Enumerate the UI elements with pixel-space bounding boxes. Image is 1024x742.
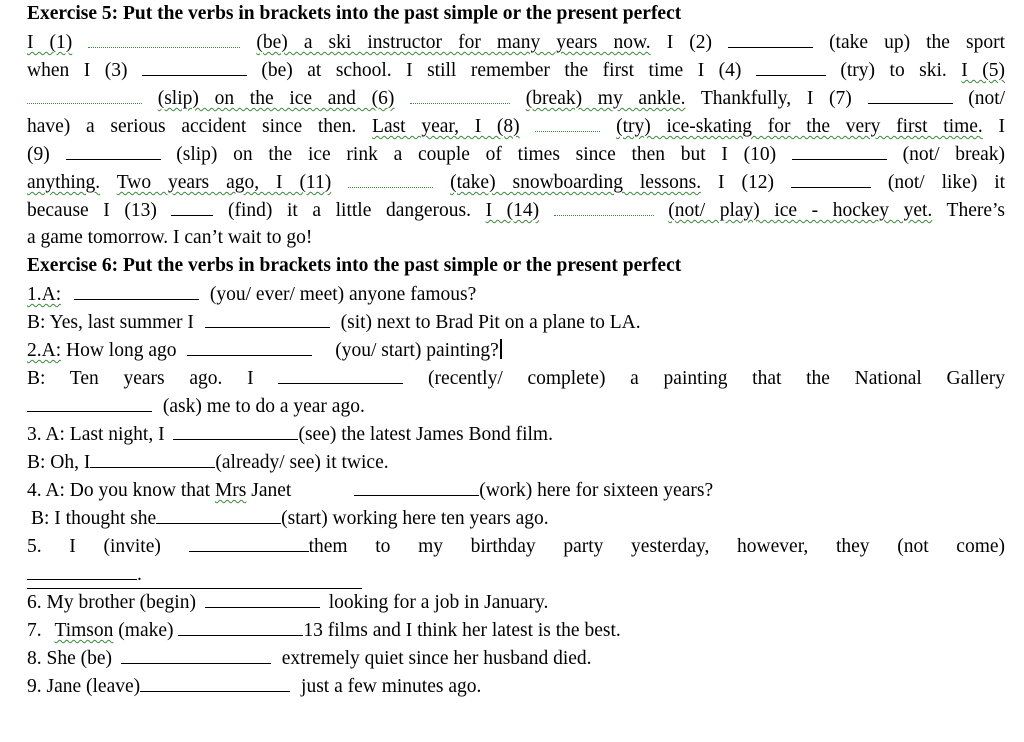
answer-blank-10[interactable] [792, 140, 887, 160]
answer-blank-9[interactable] [66, 140, 161, 160]
exercise-5-title: Exercise 5: Put the verbs in brackets into the past simple or the present perfect [27, 3, 682, 24]
answer-blank-7[interactable] [868, 84, 953, 104]
answer-blank-8[interactable] [535, 112, 600, 132]
ex6-line-2: B: Yes, last summer I (sit) next to Brad Pit on a plane to LA. [27, 308, 1005, 336]
answer-blank-2[interactable] [728, 28, 813, 48]
answer-blank-e6-9[interactable] [156, 504, 281, 524]
answer-blank-4[interactable] [756, 56, 826, 76]
answer-blank-6[interactable] [410, 84, 510, 104]
answer-blank-e6-15[interactable] [140, 672, 290, 692]
ex6-line-11: . [27, 560, 1005, 588]
answer-blank-e6-12[interactable] [205, 588, 320, 608]
ex6-line-10: 5. I (invite) them to my birthday party yesterday, however, they (not come) [27, 532, 1005, 560]
answer-blank-3[interactable] [142, 56, 247, 76]
ex6-line-5: (ask) me to do a year ago. [27, 392, 1005, 420]
answer-blank-1[interactable] [88, 28, 240, 48]
exercise-6-title: Exercise 6: Put the verbs in brackets into the past simple or the present perfect [27, 255, 682, 276]
answer-blank-e6-14[interactable] [121, 644, 271, 664]
ex6-line-7: B: Oh, I (already/ see) it twice. [27, 448, 1005, 476]
answer-blank-e6-1[interactable] [74, 280, 199, 300]
ex6-line-1: 1.A: (you/ ever/ meet) anyone famous? [27, 280, 1005, 308]
ex6-line-8: 4. A: Do you know that Mrs Janet (work) here for sixteen years? [27, 476, 1005, 504]
answer-blank-e6-13[interactable] [178, 616, 303, 636]
answer-blank-e6-8[interactable] [354, 476, 479, 496]
answer-blank-e6-4[interactable] [278, 364, 403, 384]
ex6-line-12: 6. My brother (begin) looking for a job in January. [27, 588, 1005, 616]
answer-blank-13[interactable] [171, 196, 213, 216]
answer-blank-e6-10[interactable] [189, 532, 309, 552]
ex5-line-1: I (1) (be) a ski instructor for many years now. I (2) (take up) the sport [27, 28, 1005, 56]
ex6-line-4: B: Ten years ago. I (recently/ complete) a painting that the National Gallery [27, 364, 1005, 392]
ex6-line-14: 8. She (be) extremely quiet since her husband died. [27, 644, 1005, 672]
ex6-line-3: 2.A: How long ago (you/ start) painting? [27, 336, 1005, 364]
answer-blank-11[interactable] [348, 168, 433, 188]
text-cursor [500, 339, 502, 359]
ex5-line-8: a game tomorrow. I can’t wait to go! [27, 227, 313, 248]
ex5-line-4: have) a serious accident since then. Last year, I (8) (try) ice-skating for the very first time. I [27, 112, 1005, 140]
ex6-line-15: 9. Jane (leave) just a few minutes ago. [27, 672, 1005, 700]
ex5-line-2: when I (3) (be) at school. I still remember the first time I (4) (try) to ski. I (5) [27, 56, 1005, 84]
answer-blank-e6-6[interactable] [173, 420, 298, 440]
answer-blank-12[interactable] [791, 168, 871, 188]
ex5-line-7: because I (13) (find) it a little dangerous. I (14) (not/ play) ice - hockey yet. There’s [27, 196, 1005, 224]
ex5-line-6: anything. Two years ago, I (11) (take) snowboarding lessons. I (12) (not/ like) it [27, 168, 1005, 196]
ex5-line-5: (9) (slip) on the ice rink a couple of times since then but I (10) (not/ break) [27, 140, 1005, 168]
answer-blank-e6-7[interactable] [90, 448, 215, 468]
ex6-line-9: B: I thought she (start) working here ten years ago. [27, 504, 1005, 532]
ex6-line-13: 7. Timson (make) 13 films and I think her latest is the best. [27, 616, 1005, 644]
ex6-line-6: 3. A: Last night, I (see) the latest James Bond film. [27, 420, 1005, 448]
answer-blank-e6-2[interactable] [205, 308, 330, 328]
answer-blank-e6-5[interactable] [27, 392, 152, 412]
answer-blank-5[interactable] [27, 84, 142, 104]
answer-blank-14[interactable] [554, 196, 654, 216]
ex5-line-3: (slip) on the ice and (6) (break) my ankle. Thankfully, I (7) (not/ [27, 84, 1005, 112]
answer-blank-e6-3[interactable] [187, 336, 312, 356]
answer-blank-e6-11[interactable] [27, 560, 137, 580]
